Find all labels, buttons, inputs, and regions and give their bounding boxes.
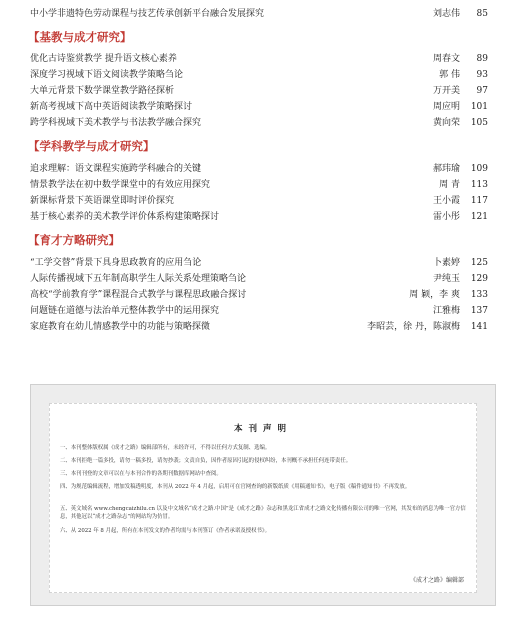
entry-author: 周春文: [432, 54, 460, 64]
entry-title: 优化古诗鉴赏教学 提升语文核心素养: [30, 54, 177, 64]
entry-title: 情景教学法在初中数学课堂中的有效应用探究: [30, 180, 211, 190]
toc-entry[interactable]: [30, 162, 488, 176]
notice-title: 本刊声明: [233, 424, 292, 434]
toc-entry[interactable]: [30, 304, 488, 318]
entry-page: 129: [470, 274, 488, 284]
notice-paragraph: 一、本刊整体版权属《成才之路》编辑部所有，未经许可，不得以任何方式复制、选编。: [60, 445, 271, 451]
entry-page: 113: [470, 180, 488, 190]
entry-author: 万开美: [432, 86, 460, 96]
entry-title: 新高考视域下高中英语阅读教学策略探讨: [30, 102, 193, 112]
entry-author: 黄向荣: [432, 118, 460, 128]
entry-page: 141: [470, 322, 488, 332]
notice-paragraph: 二、本刊拒绝一篇多投，请勿一稿多投，请勿抄袭；文责自负，因作者原因引起的侵权纠纷，本刊概不承担任何连带责任。: [60, 458, 352, 464]
notice-panel: [49, 403, 477, 593]
entry-author: 江雅梅: [432, 306, 460, 316]
notice-paragraph: 五、英文域名 www.chengcaizhilu.cn 以及中文域名“成才之路.中国”是《成才之路》杂志和黑龙江省成才之路文化传播有限公司的唯一官网，其发布的消息为唯一官方信息，其他冠以“成才之路杂志”的网站均为仿冒。: [60, 506, 466, 520]
toc-entry[interactable]: [30, 320, 488, 334]
entry-title: “工学交替”背景下具身思政教育的应用刍论: [30, 258, 202, 268]
entry-author: 周 青: [439, 180, 460, 190]
entry-author: 李昭芸，徐 丹，陈淑梅: [367, 322, 460, 332]
entry-title: 中小学非遗特色劳动课程与技艺传承创新平台融合发展探究: [30, 9, 265, 19]
entry-title: 基于核心素养的美术教学评价体系构建策略探讨: [30, 212, 220, 222]
toc-entry[interactable]: [30, 52, 488, 66]
entry-author: 周 颖，李 爽: [409, 290, 460, 300]
toc-entry[interactable]: [30, 100, 488, 114]
entry-page: 125: [470, 258, 488, 268]
entry-page: 121: [470, 212, 488, 222]
entry-page: 93: [476, 70, 488, 80]
toc-entry[interactable]: [30, 178, 488, 192]
entry-page: 109: [470, 164, 488, 174]
toc-entry[interactable]: [30, 194, 488, 208]
entry-author: 郝玮瑜: [432, 164, 460, 174]
entry-author: 雷小彤: [432, 212, 460, 222]
notice-paragraph: 四、为规范编辑流程，增加发稿透明度，本刊从 2022 年 4 月起，启用可在官网查询的新版纸质《用稿通知书》，电子版《稿件通知书》不再发放。: [60, 484, 411, 490]
entry-page: 97: [476, 86, 488, 96]
notice-signature: 《成才之路》编辑部: [409, 577, 464, 584]
entry-page: 105: [470, 118, 488, 128]
entry-page: 137: [470, 306, 488, 316]
toc-entry[interactable]: [30, 7, 488, 21]
toc-entry[interactable]: [30, 210, 488, 224]
entry-author: 郭 伟: [439, 70, 460, 80]
entry-page: 117: [470, 196, 488, 206]
entry-page: 89: [476, 54, 488, 64]
entry-page: 133: [470, 290, 488, 300]
toc-entry[interactable]: [30, 272, 488, 286]
toc-entry[interactable]: [30, 116, 488, 130]
entry-title: 追求理解：语文课程实施跨学科融合的关键: [30, 164, 202, 174]
entry-title: 新课标背景下英语课堂即时评价探究: [30, 196, 175, 206]
entry-author: 王小霞: [432, 196, 460, 206]
section-heading: 【育才方略研究】: [28, 233, 120, 247]
toc-entry[interactable]: [30, 288, 488, 302]
entry-title: 问题链在道德与法治单元整体教学中的运用探究: [30, 306, 220, 316]
entry-author: 刘志伟: [432, 9, 460, 19]
entry-author: 尹纯玉: [432, 274, 460, 284]
entry-title: 人际传播视域下五年制高职学生人际关系处理策略刍论: [30, 274, 247, 284]
entry-author: 周应明: [432, 102, 460, 112]
section-heading: 【学科教学与成才研究】: [28, 139, 155, 153]
entry-title: 家庭教育在幼儿情感教学中的功能与策略探微: [30, 322, 211, 332]
entry-title: 高校“学前教育学”课程混合式教学与课程思政融合探讨: [30, 290, 247, 300]
entry-page: 101: [470, 102, 488, 112]
toc-entry[interactable]: [30, 256, 488, 270]
entry-title: 深度学习视域下语文阅读教学策略刍论: [30, 70, 184, 80]
entry-title: 跨学科视域下美术教学与书法教学融合探究: [30, 118, 202, 128]
notice-paragraph: 三、本刊刊登的文章可以在与本刊合作的各期刊数据库网站中查阅。: [60, 471, 222, 477]
toc-entry[interactable]: [30, 68, 488, 82]
entry-author: 卜素婷: [432, 258, 460, 268]
notice-paragraph: 六、从 2022 年 8 月起，所有在本刊发文的作者均需与本刊签订《作者承诺及授权书》。: [60, 528, 270, 534]
entry-title: 大单元背景下数学课堂教学路径探析: [30, 86, 175, 96]
entry-page: 85: [476, 9, 488, 19]
toc-entry[interactable]: [30, 84, 488, 98]
journal-notice: [30, 384, 496, 606]
section-heading: 【基教与成才研究】: [28, 30, 132, 44]
